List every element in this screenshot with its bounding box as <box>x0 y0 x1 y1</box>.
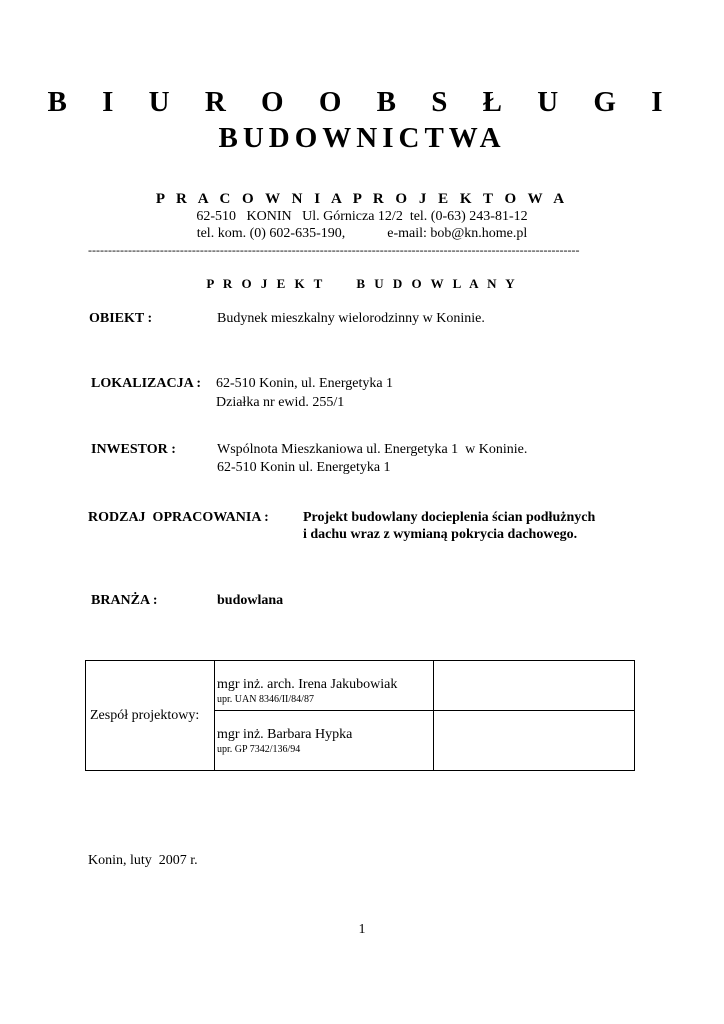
office-title-line2: BUDOWNICTWA <box>218 122 506 154</box>
address-line: 62-510 KONIN Ul. Górnicza 12/2 tel. (0-63) 243-81-12 <box>196 209 528 224</box>
project-team-table <box>85 660 635 771</box>
inwestor-line1: Wspólnota Mieszkaniowa ul. Energetyka 1 w Koninie. <box>217 442 528 457</box>
team-member-cell <box>215 661 434 711</box>
header-separator: --------------------------------------------------------------------------------------------------------------------------- <box>88 244 580 256</box>
inwestor-line2: 62-510 Konin ul. Energetyka 1 <box>217 460 391 475</box>
signature-cell <box>434 711 635 771</box>
team-member-name: mgr inż. arch. Irena Jakubowiak <box>217 677 398 692</box>
studio-name: P R A C O W N I A P R O J E K T O W A <box>155 191 569 207</box>
rodzaj-label: RODZAJ OPRACOWANIA : <box>88 510 269 525</box>
team-label-cell <box>86 661 215 771</box>
team-member-cell <box>215 711 434 771</box>
rodzaj-line1: Projekt budowlany docieplenia ścian podłużnych <box>303 510 596 525</box>
place-date: Konin, luty 2007 r. <box>88 853 198 868</box>
document-type: P R O J E K T B U D O W L A N Y <box>206 276 518 291</box>
obiekt-label: OBIEKT : <box>89 311 153 326</box>
lokalizacja-label: LOKALIZACJA : <box>91 376 202 391</box>
lokalizacja-line2: Działka nr ewid. 255/1 <box>216 395 345 410</box>
office-title-line1: B I U R O O B S Ł U G I <box>47 86 677 118</box>
inwestor-label: INWESTOR : <box>91 442 176 457</box>
signature-cell <box>434 661 635 711</box>
team-member-name: mgr inż. Barbara Hypka <box>217 727 353 742</box>
contact-line: tel. kom. (0) 602-635-190, e-mail: bob@kn.home.pl <box>196 226 528 241</box>
obiekt-value: Budynek mieszkalny wielorodzinny w Koninie. <box>217 311 485 326</box>
branza-label: BRANŻA : <box>91 593 158 608</box>
page-number: 1 <box>358 922 366 937</box>
branza-value: budowlana <box>217 593 284 608</box>
team-member-license: upr. GP 7342/136/94 <box>217 744 301 755</box>
lokalizacja-line1: 62-510 Konin, ul. Energetyka 1 <box>216 376 394 391</box>
team-member-license: upr. UAN 8346/II/84/87 <box>217 694 314 705</box>
team-label: Zespół projektowy: <box>90 707 200 723</box>
rodzaj-line2: i dachu wraz z wymianą pokrycia dachowego. <box>303 527 578 542</box>
